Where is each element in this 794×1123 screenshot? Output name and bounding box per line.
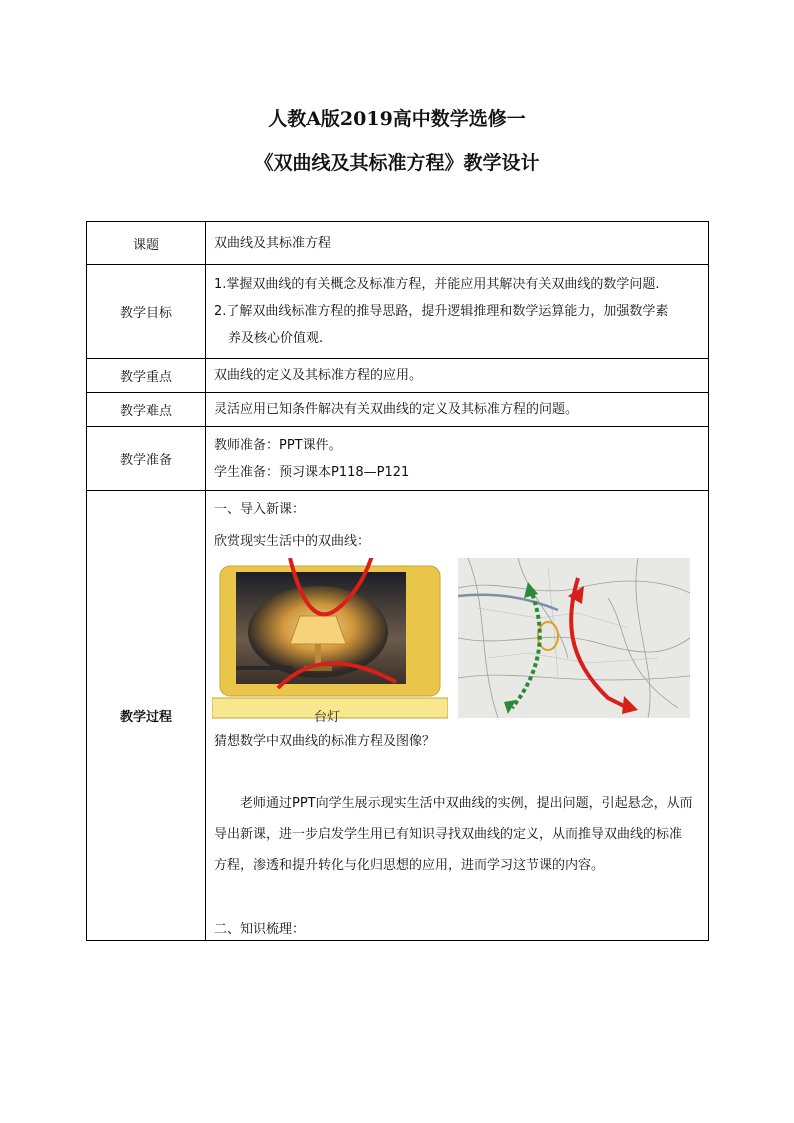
- table-row-process: [87, 491, 709, 941]
- intro-text: 欣赏现实生活中的双曲线：: [214, 533, 371, 549]
- difficulties-value: 灵活应用已知条件解决有关双曲线的定义及其标准方程的问题。: [206, 393, 709, 427]
- teaching-paragraph: 老师通过PPT向学生展示现实生活中双曲线的实例，提出问题，引起悬念，从而导出新课，进一步启发学生用已有知识寻找双曲线的定义，从而推导双曲线的标准方程，渗透和提升转化与化归思想的应用，进而学习这节课的内容。: [214, 795, 693, 873]
- table-row-difficulties: [87, 393, 709, 427]
- lamp-hyperbola-image: [212, 558, 448, 724]
- section-heading-knowledge: 二、知识梳理：: [214, 921, 306, 937]
- process-label: 教学过程: [87, 491, 206, 941]
- preparation-label: 教学准备: [87, 427, 206, 491]
- topic-label: 课题: [87, 222, 206, 265]
- objective-item-1: 1.掌握双曲线的有关概念及标准方程，并能应用其解决有关双曲线的数学问题.: [214, 277, 660, 292]
- process-content: [206, 491, 709, 941]
- table-row-topic: [87, 222, 709, 265]
- table-row-objectives: [87, 265, 709, 359]
- city-map-hyperbola-image: [458, 558, 690, 718]
- objectives-content: [206, 265, 709, 359]
- lesson-plan-table: [86, 221, 709, 941]
- section-heading-intro: 一、导入新课：: [214, 501, 306, 517]
- table-row-key-points: [87, 359, 709, 393]
- objective-item-2: 2.了解双曲线标准方程的推导思路，提升逻辑推理和数学运算能力，加强数学素: [214, 304, 669, 319]
- difficulties-label: 教学难点: [87, 393, 206, 427]
- objectives-label: 教学目标: [87, 265, 206, 359]
- teacher-preparation: 教师准备：PPT课件。: [214, 437, 342, 453]
- student-preparation: 学生准备：预习课本P118—P121: [214, 464, 410, 480]
- topic-value: 双曲线及其标准方程: [206, 222, 709, 265]
- document-subtitle: 《双曲线及其标准方程》教学设计: [254, 152, 540, 174]
- preparation-content: [206, 427, 709, 491]
- question-text: 猜想数学中双曲线的标准方程及图像？: [214, 733, 436, 749]
- document-title: 人教A版2019高中数学选修一: [268, 108, 526, 130]
- key-points-label: 教学重点: [87, 359, 206, 393]
- objective-item-2-cont: 养及核心价值观.: [228, 331, 324, 346]
- lamp-caption: 台灯: [314, 709, 341, 725]
- table-row-preparation: [87, 427, 709, 491]
- key-points-value: 双曲线的定义及其标准方程的应用。: [206, 359, 709, 393]
